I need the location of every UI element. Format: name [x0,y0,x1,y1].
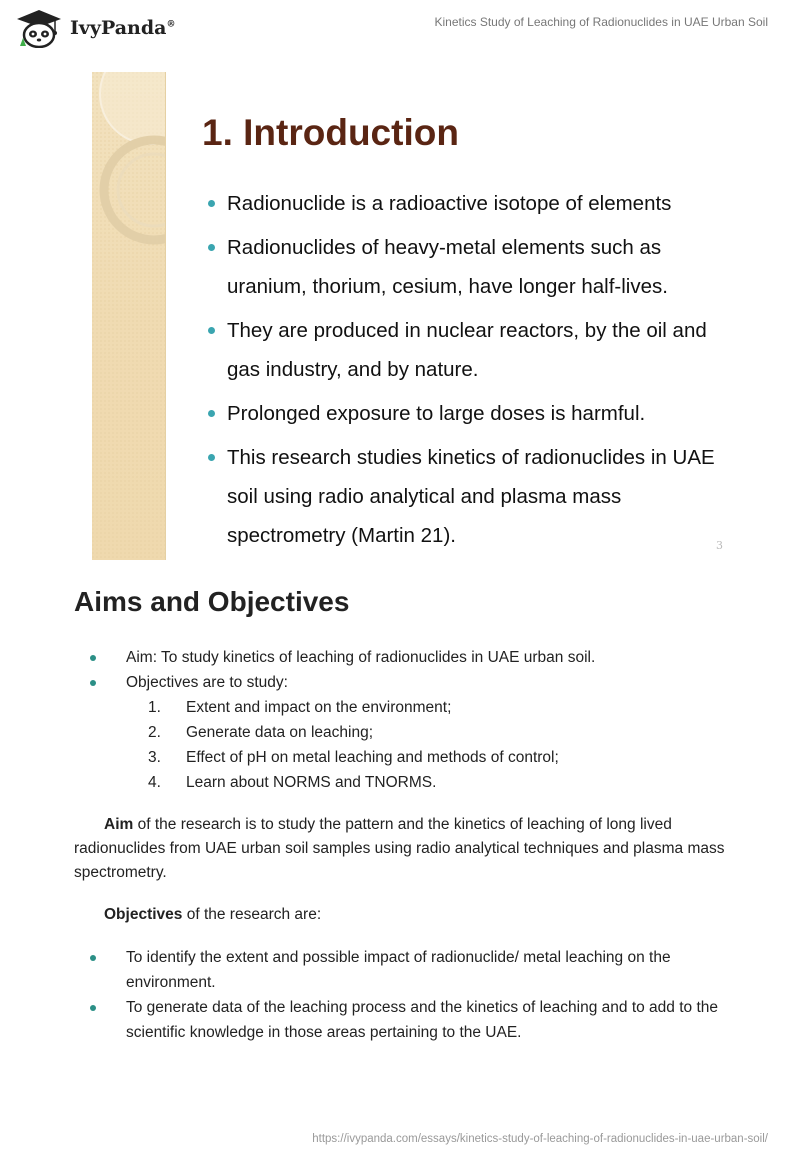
slide-bullet: Prolonged exposure to large doses is harmful. [206,394,721,433]
list-item-aim: Aim: To study kinetics of leaching of radionuclides in UAE urban soil. [74,645,734,670]
slide-page-number: 3 [716,539,723,552]
numbered-item: 3. Effect of pH on metal leaching and methods of control; [148,749,559,766]
slide-bullet: Radionuclides of heavy-metal elements such as uranium, thorium, cesium, have longer half-lives. [206,228,721,306]
objectives-intro: Objectives are to study: [126,674,288,691]
objectives-paragraph: Objectives of the research are: [104,906,322,923]
brand-name: IvyPanda® [70,17,176,39]
slide-bullet: Radionuclide is a radioactive isotope of elements [206,184,721,223]
source-url-link[interactable]: https://ivypanda.com/essays/kinetics-study-of-leaching-of-radionuclides-in-uae-urban-soil/ [312,1133,768,1145]
numbered-item: 2. Generate data on leaching; [148,724,373,741]
list-item: To generate data of the leaching process and the kinetics of leaching and to add to the scientific knowledge in those areas pertaining to the UAE. [74,995,734,1045]
page-header [0,0,800,50]
panda-graduate-icon [14,8,64,48]
aims-list [74,645,734,795]
decorative-circles-icon [92,72,165,560]
presentation-slide [92,72,732,562]
objectives-numbered-list [126,695,734,795]
slide-decorative-bar [92,72,166,560]
slide-bullet: This research studies kinetics of radionuclides in UAE soil using radio analytical and plasma mass spectrometry (Martin 21). [206,438,721,555]
list-item-objectives [74,670,734,795]
section-title: Aims and Objectives [74,586,350,617]
list-item: To identify the extent and possible impact of radionuclide/ metal leaching on the environment. [74,945,734,995]
slide-bullet: They are produced in nuclear reactors, by the oil and gas industry, and by nature. [206,311,721,389]
document-title: Kinetics Study of Leaching of Radionuclides in UAE Urban Soil [434,15,768,29]
slide-bullet-list [206,184,721,560]
numbered-item: 1. Extent and impact on the environment; [148,699,452,716]
aim-paragraph: Aim of the research is to study the pattern and the kinetics of leaching of long lived radionuclides from UAE urban soil samples using radio analytical techniques and plasma mass spectrometry. [74,816,725,881]
objectives-bullet-list [74,945,734,1045]
slide-title: 1. Introduction [202,112,459,153]
numbered-item: 4. Learn about NORMS and TNORMS. [148,774,437,791]
ivypanda-logo[interactable] [14,8,175,48]
